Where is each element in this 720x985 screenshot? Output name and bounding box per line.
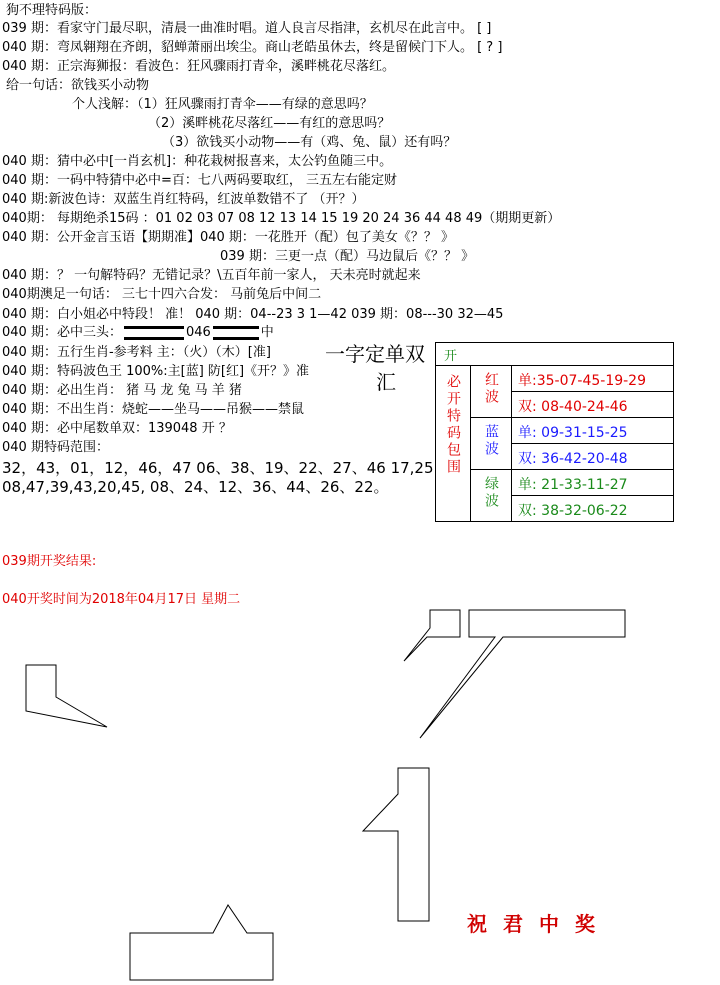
text-line: 个人浅解：（1）狂风骤雨打青伞——有绿的意思吗？ xyxy=(72,97,373,112)
text-line: 32，43，01，12，46，47 06、38、19、22、27、46 17,25 xyxy=(2,459,434,477)
green-wave-label: 绿波 xyxy=(483,476,499,510)
results-title: 039期开奖结果: xyxy=(2,554,97,569)
callout-shape xyxy=(363,768,429,921)
text-line: 给一句话：欲钱买小动物 xyxy=(6,78,150,93)
green-odd-value: 21-33-11-27 xyxy=(541,477,628,493)
red-odd-value: 35-07-45-19-29 xyxy=(536,373,646,389)
callout-shape xyxy=(130,905,273,980)
green-even-label: 双: xyxy=(518,503,537,519)
blue-even-value: 36-42-20-48 xyxy=(541,451,628,467)
text-line: 040 期：特码波色王 100%:主[蓝] 防[红]《开？》准 xyxy=(2,364,310,379)
table-must-label: 必开特码包围 xyxy=(445,374,461,476)
red-odd-label: 单: xyxy=(518,373,537,389)
red-wave-label: 红波 xyxy=(483,372,499,406)
three-heads-label: 040 期：必中三头： xyxy=(2,325,122,340)
text-line: 040 期：白小姐必中特段！ 准！ 040 期：04--23 3 1—42 039 期：08---30 32—45 xyxy=(2,307,504,322)
next-draw-time: 040开奖时间为2018年04月17日 星期二 xyxy=(2,592,241,607)
callout-shape xyxy=(26,665,107,727)
callout-shape xyxy=(404,610,460,661)
table-open-label: 开 xyxy=(444,349,458,364)
side-heading: 一字定单双 xyxy=(325,342,425,366)
text-line: 040期澳足一句话： 三七十四六合发： 马前兔后中间二 xyxy=(2,287,322,302)
text-line: 040 期：五行生肖-参考料 主：（火）（木）[准] xyxy=(2,345,271,360)
side-heading-2: 汇 xyxy=(376,370,396,394)
text-line: 040 期：猜中必中[一肖玄机]：种花栽树报喜来，太公钓鱼随三中。 xyxy=(2,154,393,169)
text-line: 040 期：正宗海狮报：看波色：狂风骤雨打青伞，溪畔桃花尽落红。 xyxy=(2,59,395,74)
text-line: 040 期：公开金言玉语【期期准】040 期：一花胜开（配）包了美女《？？ 》 xyxy=(2,230,455,245)
text-line: 040 期特码范围： xyxy=(2,440,109,455)
blue-odd-value: 09-31-15-25 xyxy=(541,425,628,441)
callout-shape xyxy=(420,610,625,738)
text-line: 040 期：必中尾数单双：139048 开 ？ xyxy=(2,421,232,436)
text-line: 08,47,39,43,20,45, 08、24、12、36、44、26、22。 xyxy=(2,478,389,496)
text-line: （2）溪畔桃花尽落红——有红的意思吗？ xyxy=(148,116,391,131)
text-line: 040 期：必出生肖： 猪 马 龙 兔 马 羊 猪 xyxy=(2,383,242,398)
text-line: 040 期:新波色诗：双蓝生肖红特码，红波单数错不了 （开？） xyxy=(2,192,365,207)
red-even-value: 08-40-24-46 xyxy=(541,399,628,415)
blue-wave-label: 蓝波 xyxy=(483,424,499,458)
red-even-label: 双: xyxy=(518,399,537,415)
text-line: 040 期：？ 一句解特码？无错记录？\五百年前一家人， 天未亮时就起来 xyxy=(2,268,421,283)
three-heads-value: 046 xyxy=(185,325,211,340)
text-line: 040期： 每期绝杀15码 ：01 02 03 07 08 12 13 14 15 19 20 24 36 44 48 49（期期更新） xyxy=(2,211,561,226)
text-line: 039 期：三更一点（配）马边鼠后《？？ 》 xyxy=(220,249,475,264)
text-line: 039 期：看家守门最尽职，清晨一曲准时唱。道人良言尽指津，玄机尽在此言中。 [ ] xyxy=(2,21,492,36)
green-odd-label: 单: xyxy=(518,477,537,493)
blessing-text: 祝君中奖 xyxy=(467,912,611,936)
green-even-value: 38-32-06-22 xyxy=(541,503,628,519)
text-line: （3）欲钱买小动物——有（鸡、兔、鼠）还有吗？ xyxy=(162,135,457,150)
three-heads-suffix: 中 xyxy=(260,325,274,340)
text-line: 040 期：不出生肖：烧蛇——坐马——吊猴——禁鼠 xyxy=(2,402,304,417)
page-title: 狗不理特码版： xyxy=(6,3,98,18)
blue-odd-label: 单: xyxy=(518,425,537,441)
blue-even-label: 双: xyxy=(518,451,537,467)
text-line: 040 期：弯凤翱翔在齐朗，貂蝉萧丽出埃尘。商山老皓虽休去，终是留候门下人。 [ ? ] xyxy=(2,40,503,55)
text-line: 040 期：一码中特猜中必中=百：七八两码要取红， 三五左右能定财 xyxy=(2,173,397,188)
